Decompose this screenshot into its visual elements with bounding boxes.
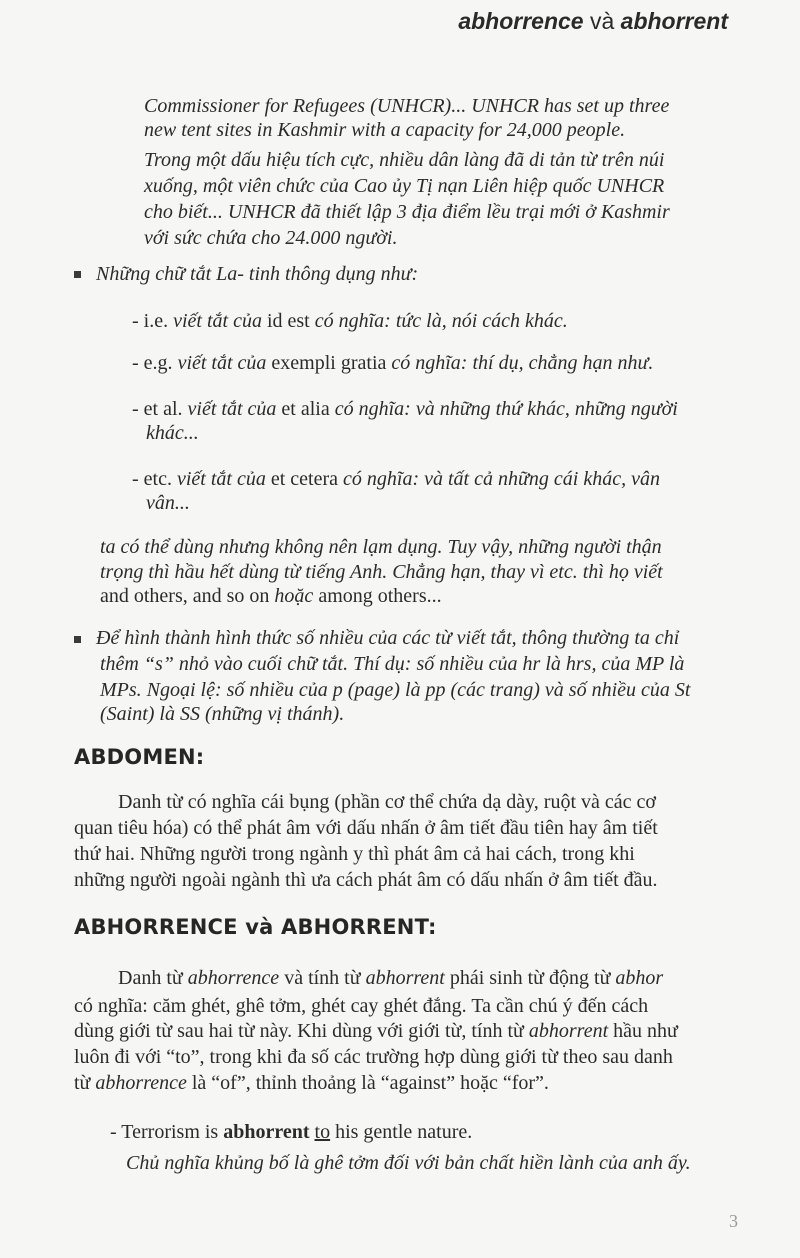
abdomen-line: những người ngoài ngành thì ưa cách phát âm có dấu nhấn ở âm tiết đầu.: [74, 869, 658, 891]
header-word1: abhorrence: [458, 8, 584, 34]
bullet2-line: thêm “s” nhỏ vào cuối chữ tắt. Thí dụ: số nhiều của hr là hrs, của MP là: [100, 653, 685, 675]
abbr-item-etc-cont: vân...: [146, 492, 190, 514]
bullet-marker: [74, 271, 81, 278]
quote-vi-line: cho biết... UNHCR đã thiết lập 3 địa điểm lều trại mới ở Kashmir: [144, 201, 670, 223]
bullet1-intro: Những chữ tắt La- tinh thông dụng như:: [96, 263, 419, 285]
abbr-item-etal-cont: khác...: [146, 422, 199, 444]
abhorrence-line: luôn đi với “to”, trong khi đa số các trường hợp dùng giới từ theo sau danh: [74, 1046, 673, 1068]
running-header: [458, 8, 728, 35]
abdomen-line: thứ hai. Những người trong ngành y thì phát âm cả hai cách, trong khi: [74, 843, 635, 865]
bullet2-line: Để hình thành hình thức số nhiều của các từ viết tắt, thông thường ta chỉ: [96, 627, 680, 649]
example-sentence: - Terrorism is abhorrent to his gentle nature.: [110, 1121, 473, 1143]
quote-vi-line: xuống, một viên chức của Cao ủy Tị nạn Liên hiệp quốc UNHCR: [144, 175, 665, 197]
bullet1-outro-line: and others, and so on hoặc among others...: [100, 585, 442, 607]
bullet2-line: MPs. Ngoại lệ: số nhiều của p (page) là pp (các trang) và số nhiều của St: [100, 679, 691, 701]
section-heading-abhorrence: ABHORRENCE và ABHORRENT:: [74, 915, 437, 939]
abhorrence-line: từ abhorrence là “of”, thỉnh thoảng là “against” hoặc “for”.: [74, 1072, 549, 1094]
abbr-item-eg: - e.g. viết tắt của exempli gratia có nghĩa: thí dụ, chẳng hạn như.: [132, 352, 654, 374]
abbr-item-etal: - et al. viết tắt của et alia có nghĩa: và những thứ khác, những người: [132, 398, 678, 420]
abdomen-line: quan tiêu hóa) có thể phát âm với dấu nhấn ở âm tiết đầu tiên hay âm tiết: [74, 817, 658, 839]
abbr-item-etc: - etc. viết tắt của et cetera có nghĩa: và tất cả những cái khác, vân: [132, 468, 660, 490]
quote-en-line: Commissioner for Refugees (UNHCR)... UNHCR has set up three: [144, 95, 670, 117]
quote-en-line: new tent sites in Kashmir with a capacity for 24,000 people.: [144, 119, 626, 141]
bullet1-outro-line: trọng thì hầu hết dùng từ tiếng Anh. Chẳng hạn, thay vì etc. thì họ viết: [100, 561, 663, 583]
bullet1-outro-line: ta có thể dùng nhưng không nên lạm dụng. Tuy vậy, những người thận: [100, 536, 662, 558]
abhorrence-line: có nghĩa: căm ghét, ghê tởm, ghét cay ghét đắng. Ta cần chú ý đến cách: [74, 995, 649, 1017]
abhorrence-line: Danh từ abhorrence và tính từ abhorrent phái sinh từ động từ abhor: [118, 967, 664, 989]
bullet-marker: [74, 636, 81, 643]
quote-vi-line: Trong một dấu hiệu tích cực, nhiều dân làng đã di tản từ trên núi: [144, 149, 665, 171]
page-number: 3: [729, 1211, 738, 1231]
section-heading-abdomen: ABDOMEN:: [74, 745, 205, 769]
bullet2-line: (Saint) là SS (những vị thánh).: [100, 703, 345, 725]
abdomen-line: Danh từ có nghĩa cái bụng (phần cơ thể chứa dạ dày, ruột và các cơ: [118, 791, 656, 813]
quote-vi-line: với sức chứa cho 24.000 người.: [144, 227, 398, 249]
header-connector: và: [589, 8, 615, 34]
abhorrence-line: dùng giới từ sau hai từ này. Khi dùng với giới từ, tính từ abhorrent hầu như: [74, 1020, 678, 1042]
example-translation: Chủ nghĩa khủng bố là ghê tởm đối với bản chất hiền lành của anh ấy.: [126, 1152, 691, 1174]
abbr-item-ie: - i.e. viết tắt của id est có nghĩa: tức là, nói cách khác.: [132, 310, 568, 332]
header-word2: abhorrent: [620, 8, 728, 34]
